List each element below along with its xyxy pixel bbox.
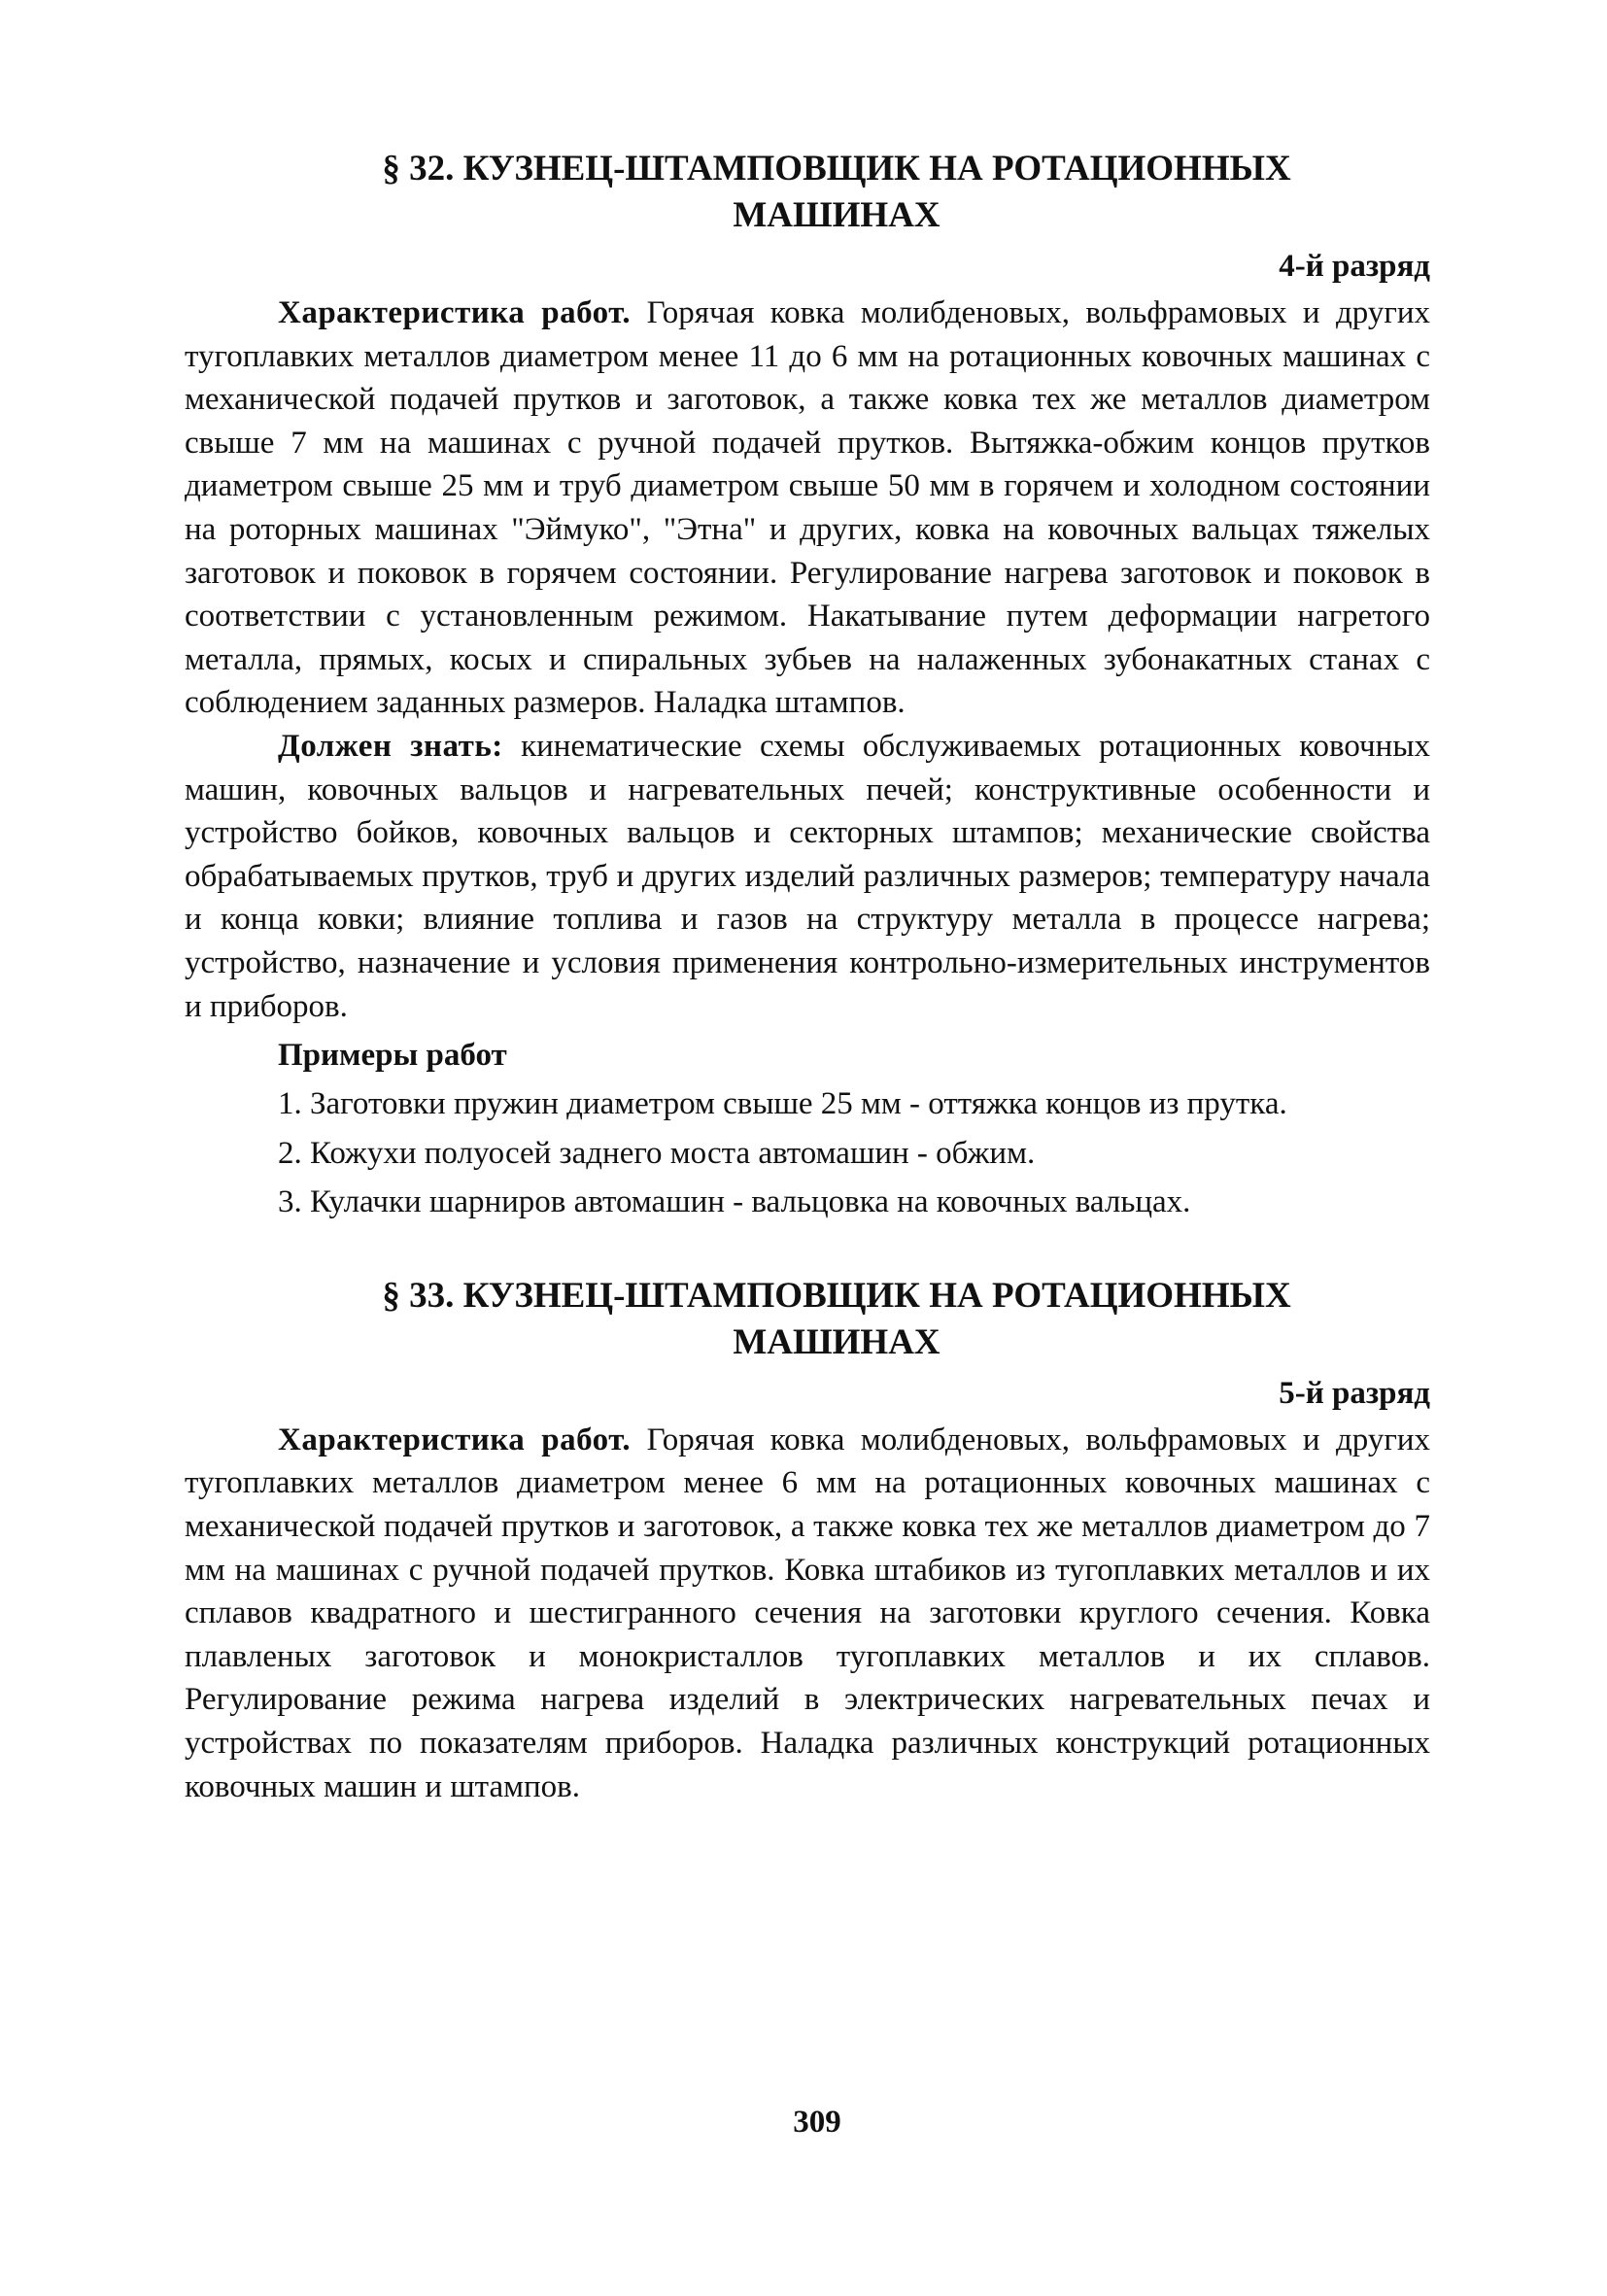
section-divider-space bbox=[185, 1230, 1430, 1273]
section-33-title bbox=[185, 1273, 1430, 1366]
section-32-grade: 4-й разряд bbox=[1279, 249, 1430, 284]
section-32-example-2: 2. Кожухи полуосей заднего моста автомашин - обжим. bbox=[278, 1135, 1036, 1171]
section-32-characteristics-lead: Характеристика работ. bbox=[278, 295, 632, 330]
section-32-knowledge bbox=[185, 725, 1430, 1028]
section-33-grade: 5-й разряд bbox=[1279, 1375, 1430, 1411]
section-32-knowledge-text: кинематические схемы обслуживаемых ротационных ковочных машин, ковочных вальцов и нагревательных печей; конструктивные особенности и устройство бойков, ковочных вальцов и секторных штампов; механические свойства обрабатываемых прутков, труб и других изделий различных размеров; температуру начала и конца ковки; влияние топлива и газов на структуру металла в процессе нагрева; устройство, назначение и условия применения контрольно-измерительных инструментов и приборов. bbox=[185, 728, 1430, 1024]
section-32-characteristics bbox=[185, 291, 1430, 725]
section-32-example-3: 3. Кулачки шарниров автомашин - вальцовка на ковочных вальцах. bbox=[278, 1184, 1191, 1220]
section-32-title bbox=[185, 146, 1430, 239]
section-33-characteristics bbox=[185, 1419, 1430, 1808]
section-32-example-1: 1. Заготовки пружин диаметром свыше 25 мм - оттяжка концов из прутка. bbox=[278, 1086, 1287, 1122]
page-number: 309 bbox=[793, 2105, 841, 2140]
section-33-characteristics-lead: Характеристика работ. bbox=[278, 1422, 632, 1457]
section-32-title-line2: МАШИНАХ bbox=[733, 195, 940, 235]
section-32-examples-title: Примеры работ bbox=[278, 1038, 507, 1074]
section-33-title-line1: § 33. КУЗНЕЦ-ШТАМПОВЩИК НА РОТАЦИОННЫХ bbox=[382, 1275, 1291, 1316]
section-33 bbox=[185, 1273, 1430, 1808]
section-32-knowledge-lead: Должен знать: bbox=[278, 728, 503, 764]
section-32-characteristics-text: Горячая ковка молибденовых, вольфрамовых и других тугоплавких металлов диаметром менее 11 до 6 мм на ротационных ковочных машинах с механической подачей прутков и заготовок, а также ковка тех же металлов диаметром свыше 7 мм на машинах с ручной подачей прутков. Вытяжка-обжим концов прутков диаметром свыше 25 мм и труб диаметром свыше 50 мм в горячем и холодном состоянии на роторных машинах "Эймуко", "Этна" и других, ковка на ковочных вальцах тяжелых заготовок и поковок в горячем состоянии. Регулирование нагрева заготовок и поковок в соответствии с установленным режимом. Накатывание путем деформации нагретого металла, прямых, косых и спиральных зубьев на налаженных зубонакатных станах с соблюдением заданных размеров. Наладка штампов. bbox=[185, 295, 1431, 721]
section-33-title-line2: МАШИНАХ bbox=[733, 1321, 940, 1362]
section-33-characteristics-text: Горячая ковка молибденовых, вольфрамовых и других тугоплавких металлов диаметром менее 6 мм на ротационных ковочных машинах с механической подачей прутков и заготовок, а также ковка тех же металлов диаметром до 7 мм на машинах с ручной подачей прутков. Ковка штабиков из тугоплавких металлов и их сплавов квадратного и шестигранного сечения на заготовки круглого сечения. Ковка плавленых заготовок и монокристаллов тугоплавких металлов и их сплавов. Регулирование режима нагрева изделий в электрических нагревательных печах и устройствах по показателям приборов. Наладка различных конструкций ротационных ковочных машин и штампов. bbox=[185, 1422, 1431, 1804]
section-32 bbox=[185, 146, 1430, 1224]
page-content bbox=[185, 146, 1430, 1808]
section-32-title-line1: § 32. КУЗНЕЦ-ШТАМПОВЩИК НА РОТАЦИОННЫХ bbox=[382, 149, 1291, 188]
